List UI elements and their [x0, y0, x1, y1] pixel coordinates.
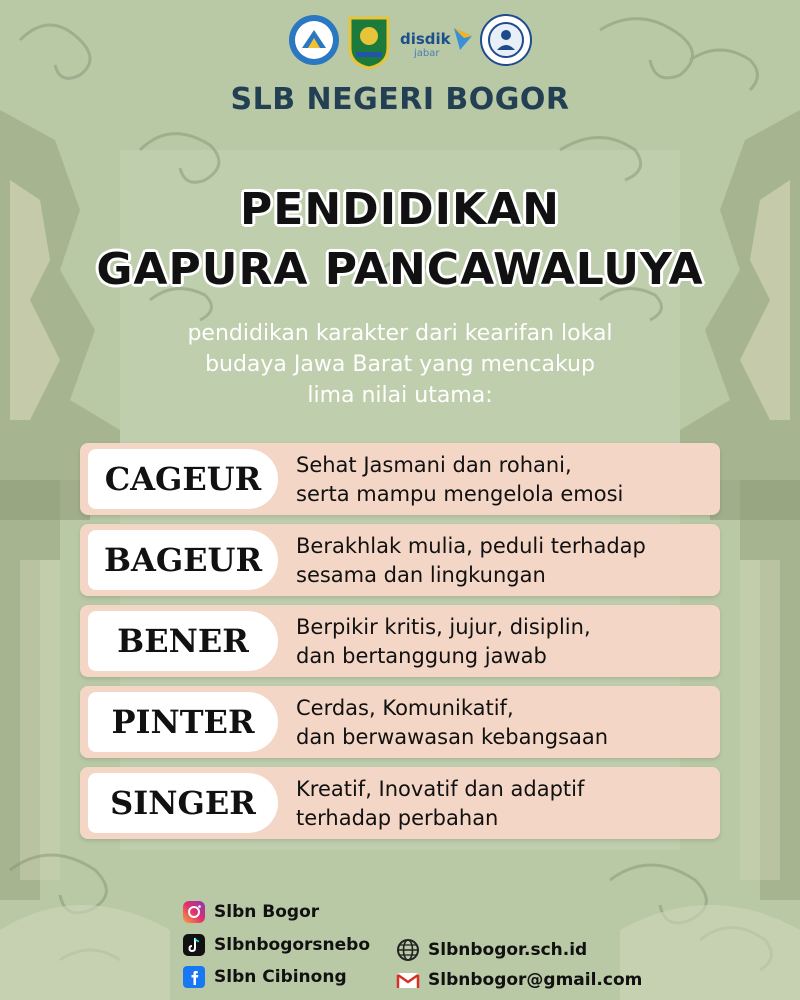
jabar-text: jabar: [414, 48, 440, 59]
instagram-contact[interactable]: [182, 900, 319, 924]
value-desc-line-2: dan berwawasan kebangsaan: [296, 725, 609, 749]
value-name: CAGEUR: [104, 460, 262, 498]
tiktok-handle: Slbnbogorsnebo: [214, 935, 371, 955]
value-row-singer: [80, 767, 720, 839]
title-line-1: PENDIDIKAN: [240, 184, 560, 235]
value-name: BENER: [117, 622, 249, 660]
value-description: [296, 775, 716, 833]
value-row-pinter: [80, 686, 720, 758]
facebook-icon: [182, 965, 206, 989]
value-name: SINGER: [110, 784, 256, 822]
facebook-contact[interactable]: [182, 965, 347, 989]
value-tag: [88, 773, 278, 833]
value-row-cageur: [80, 443, 720, 515]
value-desc-line-1: Cerdas, Komunikatif,: [296, 696, 514, 720]
disdik-text: disdik: [400, 30, 451, 48]
instagram-handle: Slbn Bogor: [214, 902, 320, 922]
value-desc-line-2: serta mampu mengelola emosi: [296, 482, 624, 506]
gmail-icon: [396, 968, 420, 992]
value-row-bener: [80, 605, 720, 677]
tiktok-icon: [182, 933, 206, 957]
instagram-icon: [182, 900, 206, 924]
globe-icon: [396, 938, 420, 962]
website-contact[interactable]: [396, 938, 587, 962]
value-desc-line-2: terhadap perbahan: [296, 806, 499, 830]
value-row-bageur: [80, 524, 720, 596]
value-tag: [88, 530, 278, 590]
subtitle-line-3: lima nilai utama:: [307, 383, 493, 408]
value-desc-line-1: Berpikir kritis, jujur, disiplin,: [296, 615, 591, 639]
slb-negeri-bogor-logo: [480, 14, 532, 66]
value-description: [296, 451, 716, 509]
value-tag: [88, 611, 278, 671]
school-name: SLB NEGERI BOGOR: [230, 82, 570, 117]
facebook-handle: Slbn Cibinong: [214, 967, 347, 987]
disdik-jabar-logo: [400, 24, 474, 64]
title-line-2: GAPURA PANCAWALUYA: [96, 244, 704, 295]
value-tag: [88, 449, 278, 509]
jabar-logo: [346, 14, 392, 70]
value-desc-line-2: sesama dan lingkungan: [296, 563, 546, 587]
email-contact[interactable]: [396, 968, 642, 992]
value-description: [296, 613, 716, 671]
value-tag: [88, 692, 278, 752]
value-name: BAGEUR: [103, 541, 263, 579]
tiktok-contact[interactable]: [182, 933, 370, 957]
value-description: [296, 694, 716, 752]
logo-bar: [0, 14, 800, 72]
subtitle-line-2: budaya Jawa Barat yang mencakup: [205, 352, 595, 377]
value-description: [296, 532, 716, 590]
website-url: Slbnbogor.sch.id: [428, 940, 588, 960]
subtitle-line-1: pendidikan karakter dari kearifan lokal: [187, 321, 613, 346]
value-desc-line-1: Berakhlak mulia, peduli terhadap: [296, 534, 646, 558]
email-address: Slbnbogor@gmail.com: [428, 970, 643, 990]
value-desc-line-2: dan bertanggung jawab: [296, 644, 547, 668]
value-desc-line-1: Kreatif, Inovatif dan adaptif: [296, 777, 585, 801]
kemdikbud-logo: [288, 14, 340, 66]
value-name: PINTER: [111, 703, 255, 741]
value-desc-line-1: Sehat Jasmani dan rohani,: [296, 453, 572, 477]
disdik-mark-icon: [452, 26, 474, 52]
